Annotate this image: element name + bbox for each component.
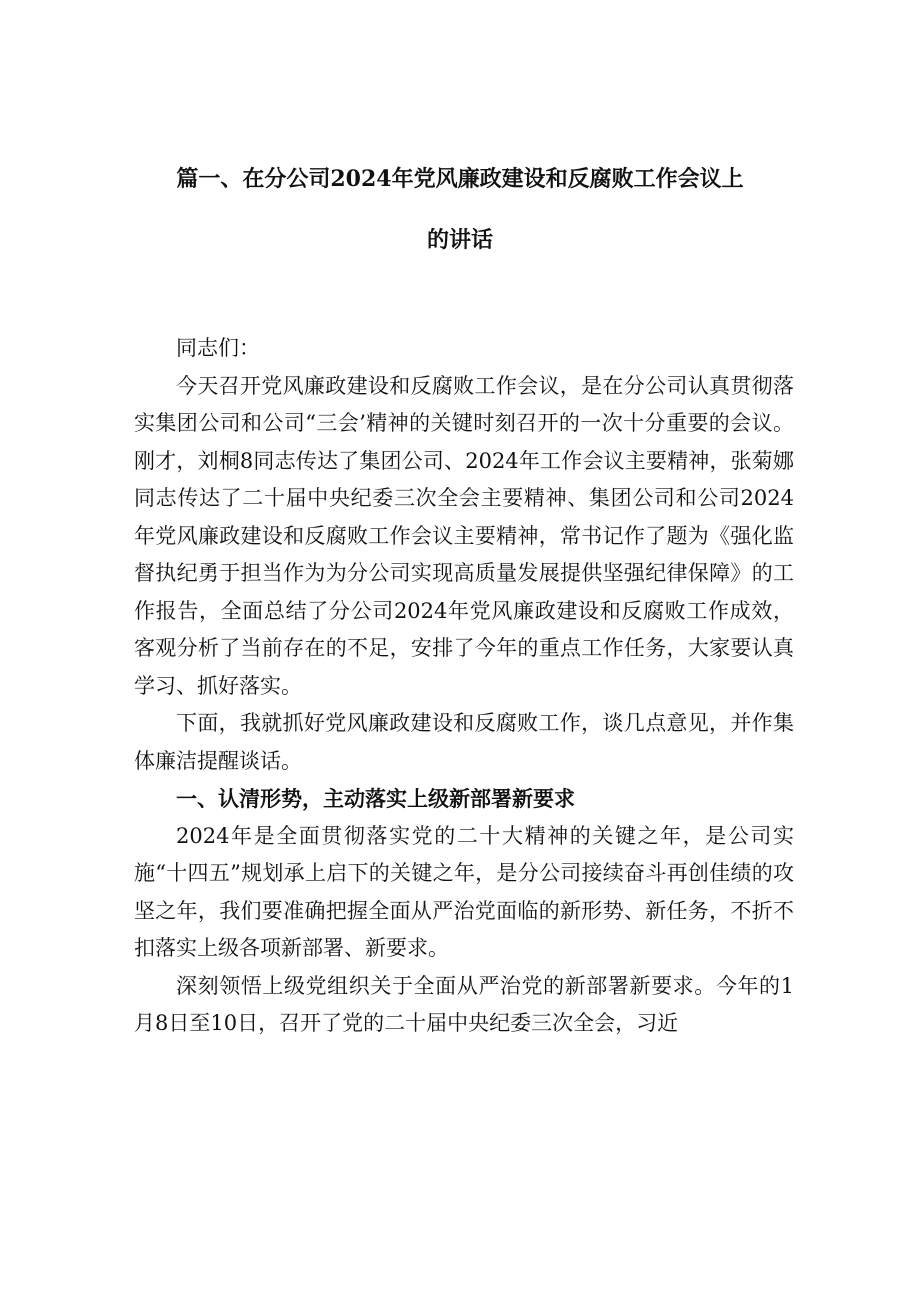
document-body	[134, 330, 794, 1043]
section-heading: 一、认清形势，主动落实上级新部署新要求	[176, 786, 575, 811]
document-title-line-2: 的讲话	[426, 227, 493, 253]
body-paragraph: 下面，我就抓好党风廉政建设和反腐败工作，谈几点意见，并作集体廉洁提醒谈话。	[134, 711, 794, 773]
body-paragraph: 深刻领悟上级党组织关于全面从严治党的新部署新要求。今年的1月8日至10日，召开了党的二十届中央纪委三次全会，习近	[134, 973, 794, 1035]
body-paragraph: 今天召开党风廉政建设和反腐败工作会议，是在分公司认真贯彻落实集团公司和公司“三会’精神的关键时刻召开的一次十分重要的会议。刚才，刘桐8同志传达了集团公司、2024年工作会议主要精神，张菊娜同志传达了二十届中央纪委三次全会主要精神、集团公司和公司2024年党风廉政建设和反腐败工作会议主要精神，常书记作了题为《强化监督执纪勇于担当作为为分公司实现高质量发展提供坚强纪律保障》的工作报告，全面总结了分公司2024年党风廉政建设和反腐败工作成效，客观分析了当前存在的不足，安排了今年的重点工作任务，大家要认真学习、抓好落实。	[134, 373, 794, 698]
body-paragraph: 2024年是全面贯彻落实党的二十大精神的关键之年，是公司实施“十四五”规划承上启下的关键之年，是分公司接续奋斗再创佳绩的攻坚之年，我们要准确把握全面从严治党面临的新形势、新任务，不折不扣落实上级各项新部署、新要求。	[134, 823, 794, 960]
salutation-paragraph: 同志们：	[176, 336, 260, 360]
document-title-line-1: 篇一、在分公司2024年党风廉政建设和反腐败工作会议上	[176, 166, 744, 192]
